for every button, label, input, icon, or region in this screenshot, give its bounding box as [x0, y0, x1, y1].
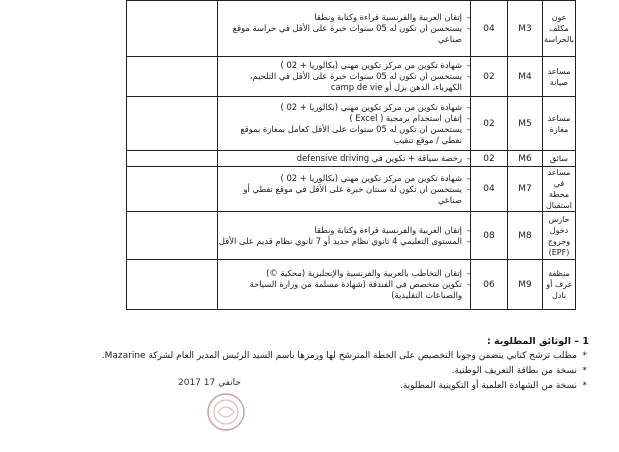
- job-row: [127, 151, 576, 167]
- requirements-list: [218, 153, 470, 164]
- requirement-item: - يستحسن ان تكون له 05 سنوات على الأقل كعامل بمغازة بموقع نفطي / موقع تنقيب: [218, 124, 470, 146]
- stamp-date: 2017 جانفي 17: [178, 378, 241, 388]
- empty-cell: [127, 57, 218, 97]
- requirement-item: - شهادة تكوين من مركز تكوين مهني (بكالوريا + 02 ): [218, 173, 470, 184]
- requirement-item: - إتقان العربية والفرنسية قراءة وكتابة ونطقا: [218, 225, 470, 236]
- job-title-cell: عون مكلف بالحراسة: [543, 1, 576, 57]
- positions-count-cell: 06: [471, 260, 508, 310]
- requirements-list: [218, 225, 470, 247]
- required-documents-section: [69, 334, 589, 394]
- empty-cell: [127, 260, 218, 310]
- requirement-item: - يستحسن ان تكون له 05 سنوات خبرة على الأقل في التلحيم، الكهرباء، الدهن بزل أو camp de vie: [218, 71, 470, 93]
- job-code-cell: M4: [508, 57, 543, 97]
- job-row: [127, 167, 576, 212]
- requirements-cell: [218, 260, 471, 310]
- requirement-item: - رخصة سياقة + تكوين في defensive driving: [218, 153, 470, 164]
- required-document-item: * مطلب ترشح كتابي يتضمن وجوبا التخصيص على الخطة المترشح لها ورمزها باسم السيد الرئيس المدير العام لشركة Mazarine.: [69, 349, 589, 364]
- requirements-cell: [218, 57, 471, 97]
- positions-count-cell: 04: [471, 1, 508, 57]
- empty-cell: [127, 151, 218, 167]
- job-row: [127, 212, 576, 260]
- required-documents-list: [69, 349, 589, 394]
- job-title-cell: سائق: [543, 151, 576, 167]
- positions-count-cell: 02: [471, 97, 508, 151]
- requirement-item: - شهادة تكوين من مركز تكوين مهني (بكالوريا + 02 ): [218, 60, 470, 71]
- requirements-cell: [218, 167, 471, 212]
- positions-count-cell: 02: [471, 57, 508, 97]
- empty-cell: [127, 167, 218, 212]
- requirement-item: - إتقان استخدام برمجية ( Excel ): [218, 113, 470, 124]
- requirement-item: - يستحسن ان تكون له 05 سنوات خبرة على الأقل في حراسة موقع صناعي: [218, 23, 470, 45]
- official-seal-icon: [206, 392, 246, 432]
- requirement-item: - شهادة تكوين من مركز تكوين مهني (بكالوريا + 02 ): [218, 102, 470, 113]
- requirements-cell: [218, 1, 471, 57]
- empty-cell: [127, 212, 218, 260]
- empty-cell: [127, 1, 218, 57]
- job-row: [127, 97, 576, 151]
- job-requirements-table: [126, 0, 576, 310]
- positions-count-cell: 04: [471, 167, 508, 212]
- required-documents-title: 1 – الوثائق المطلوبة :: [486, 336, 589, 347]
- job-title-cell: منظفة غرف أو نادل: [543, 260, 576, 310]
- job-code-cell: M9: [508, 260, 543, 310]
- requirement-item: - يستحسن ان تكون له سنتان خبرة على الأقل في موقع نفطي أو صناعي: [218, 184, 470, 206]
- job-title-cell: مساعد في محطة استقبال: [543, 167, 576, 212]
- job-row: [127, 57, 576, 97]
- job-title-cell: مساعد مغازة: [543, 97, 576, 151]
- requirements-cell: [218, 151, 471, 167]
- requirement-item: - تكوين متخصص في الفندقة (شهادة مسلمة من وزارة السياحة والصناعات التقليدية): [218, 279, 470, 301]
- job-row: [127, 260, 576, 310]
- requirements-list: [218, 268, 470, 301]
- job-code-cell: M6: [508, 151, 543, 167]
- job-title-cell: مساعد صيانة: [543, 57, 576, 97]
- requirements-cell: [218, 212, 471, 260]
- job-code-cell: M3: [508, 1, 543, 57]
- job-title-cell: حارس دخول وخروج (EPF): [543, 212, 576, 260]
- required-document-item: * نسخة من بطاقة التعريف الوطنية.: [69, 364, 589, 379]
- requirements-list: [218, 102, 470, 146]
- requirements-cell: [218, 97, 471, 151]
- job-code-cell: M5: [508, 97, 543, 151]
- requirements-list: [218, 12, 470, 45]
- requirement-item: - إتقان العربية والفرنسية قراءة وكتابة ونطقا: [218, 12, 470, 23]
- required-document-item: * نسخة من الشهادة العلمية أو التكوينية المطلوبة.: [69, 379, 589, 394]
- requirement-item: - المستوى التعليمي 4 ثانوي نظام جديد أو 7 ثانوي نظام قديم على الأقل: [218, 236, 470, 247]
- job-row: [127, 1, 576, 57]
- positions-count-cell: 08: [471, 212, 508, 260]
- job-code-cell: M7: [508, 167, 543, 212]
- requirements-list: [218, 60, 470, 93]
- job-code-cell: M8: [508, 212, 543, 260]
- positions-count-cell: 02: [471, 151, 508, 167]
- empty-cell: [127, 97, 218, 151]
- requirement-item: - إتقان التخاطب بالعربية والفرنسية والإنجليزية (محكية ©): [218, 268, 470, 279]
- requirements-list: [218, 173, 470, 206]
